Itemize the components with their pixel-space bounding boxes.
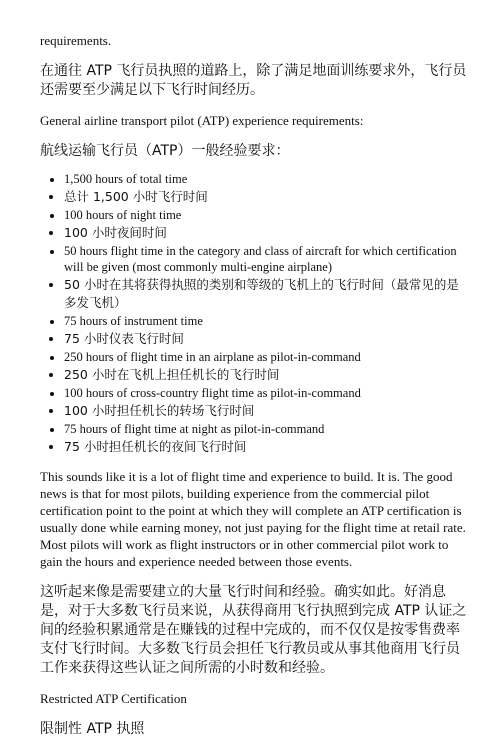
- list-item: • 100 hours of cross-country flight time as pilot-in-command: [64, 385, 470, 401]
- list-item: • 总计 1,500 小时飞行时间: [64, 188, 470, 206]
- paragraph-experience-zh: 这听起来像是需要建立的大量飞行时间和经验。确实如此。好消息是，对于大多数飞行员来说，从获得商用飞行执照到完成 ATP 认证之间的经验积累通常是在赚钱的过程中完成的，而不仅仅是按零售费率支付飞行时间。大多数飞行员会担任飞行教员或从事其他商用飞行员工作来获得这些认证之间所需的小时数和经验。: [40, 584, 467, 676]
- list-item: • 50 小时在其将获得执照的类别和等级的飞机上的飞行时间（最常见的是多发飞机）: [64, 276, 470, 312]
- list-item: • 50 hours flight time in the category and class of aircraft for which certification will be given (most commonly multi-engine airplane): [64, 243, 470, 275]
- list-item: • 100 小时夜间时间: [64, 224, 470, 242]
- heading-restricted-atp-zh: 限制性 ATP 执照: [40, 721, 145, 737]
- list-item: • 100 小时担任机长的转场飞行时间: [64, 402, 470, 420]
- list-item: • 75 小时仪表飞行时间: [64, 330, 470, 348]
- list-item: • 75 hours of flight time at night as pilot-in-command: [64, 421, 470, 437]
- paragraph-requirements-tail: requirements.: [40, 33, 112, 48]
- document-page: [40, 32, 470, 751]
- paragraph-general-requirements-en: General airline transport pilot (ATP) experience requirements:: [40, 113, 364, 128]
- list-item: • 1,500 hours of total time: [64, 171, 470, 187]
- list-item: • 250 小时在飞机上担任机长的飞行时间: [64, 366, 470, 384]
- paragraph-atp-path-zh: 在通往 ATP 飞行员执照的道路上，除了满足地面训练要求外，飞行员还需要至少满足以下飞行时间经历。: [40, 63, 467, 98]
- list-item: • 250 hours of flight time in an airplane as pilot-in-command: [64, 349, 470, 365]
- paragraph-general-requirements-zh: 航线运输飞行员（ATP）一般经验要求：: [40, 143, 290, 159]
- list-item: • 75 hours of instrument time: [64, 313, 470, 329]
- heading-restricted-atp-en: Restricted ATP Certification: [40, 691, 187, 706]
- requirements-list: [40, 171, 470, 456]
- paragraph-experience-en: This sounds like it is a lot of flight time and experience to build. It is. The good news is that for most pilots, building experience from the commercial pilot certification point to the point at which they will complete an ATP certification is usually done while earning money, not just paying for the flight time at retail rate. Most pilots will work as flight instructors or in other commercial pilot work to gain the hours and experience needed between those events.: [40, 469, 466, 569]
- list-item: • 75 小时担任机长的夜间飞行时间: [64, 438, 470, 456]
- list-item: • 100 hours of night time: [64, 207, 470, 223]
